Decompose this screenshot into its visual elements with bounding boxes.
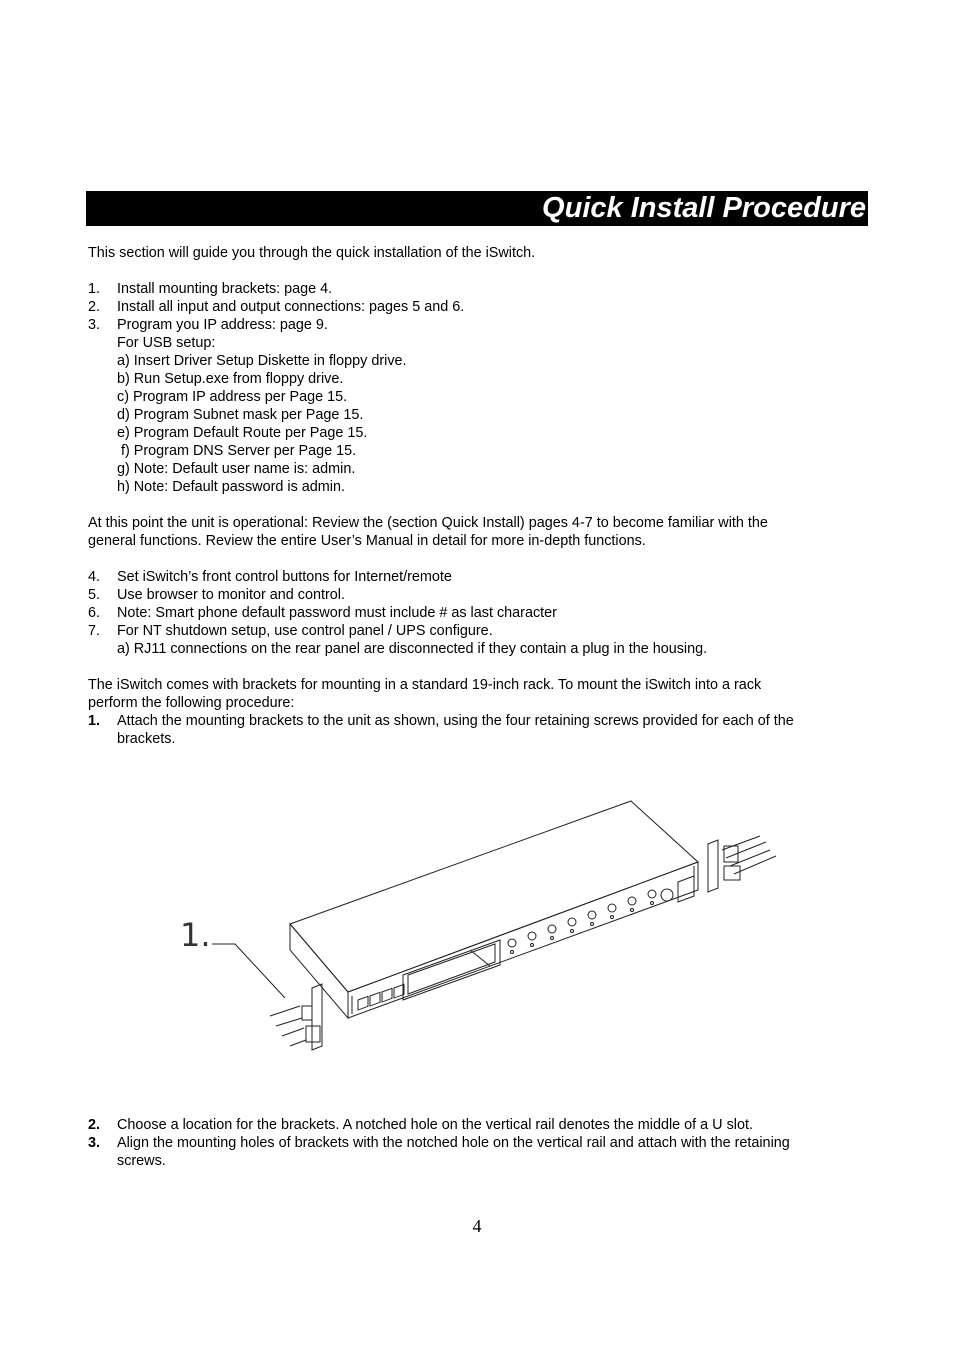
usb-setup-line: h) Note: Default password is admin. [117, 479, 345, 495]
step-number: 4. [88, 569, 101, 585]
control-buttons [508, 890, 656, 954]
step-text: Set iSwitch’s front control buttons for Internet/remote [117, 569, 452, 585]
mount-step-text: brackets. [117, 731, 176, 747]
step-number: 3. [88, 317, 101, 333]
step-text: Use browser to monitor and control. [117, 587, 345, 603]
page-number: 4 [472, 1216, 482, 1236]
right-bracket [708, 840, 718, 892]
rack-text-line: The iSwitch comes with brackets for mounting in a standard 19-inch rack. To mount the iSwitch into a rack [88, 677, 762, 693]
usb-setup-line: For USB setup: [117, 335, 216, 351]
rj-port [370, 992, 380, 1006]
rack-text-line: perform the following procedure: [88, 695, 295, 711]
left-screws [270, 1006, 306, 1046]
mount-step-number: 3. [88, 1135, 101, 1151]
rj11-note: a) RJ11 connections on the rear panel are disconnected if they contain a plug in the housing. [117, 641, 708, 657]
rj-port [394, 984, 404, 998]
chassis-front [348, 862, 698, 1018]
mount-step-number: 1. [88, 713, 101, 729]
operational-text-line: At this point the unit is operational: Review the (section Quick Install) pages 4-7 to become familiar with the [88, 515, 768, 531]
usb-setup-line: g) Note: Default user name is: admin. [117, 461, 356, 477]
step-number: 6. [88, 605, 101, 621]
step-text: Program you IP address: page 9. [117, 317, 328, 333]
step-number: 5. [88, 587, 101, 603]
leader-line [212, 944, 285, 998]
usb-setup-line: a) Insert Driver Setup Diskette in floppy drive. [117, 353, 407, 369]
usb-setup-line: c) Program IP address per Page 15. [117, 389, 348, 405]
intro-text: This section will guide you through the quick installation of the iSwitch. [88, 245, 536, 261]
left-bracket [312, 984, 322, 1050]
step-text: Note: Smart phone default password must include # as last character [117, 605, 557, 621]
display-window [403, 940, 500, 1000]
chassis-side [290, 924, 348, 1018]
step-number: 2. [88, 299, 101, 315]
step-text: For NT shutdown setup, use control panel / UPS configure. [117, 623, 493, 639]
operational-text-line: general functions. Review the entire User’s Manual in detail for more in-depth functions. [88, 533, 646, 549]
step-text: Install all input and output connections: pages 5 and 6. [117, 299, 465, 315]
power-switch [678, 876, 694, 902]
mount-step-text: Attach the mounting brackets to the unit as shown, using the four retaining screws provided for each of the [117, 713, 794, 729]
rj-port [382, 988, 392, 1002]
usb-setup-line: e) Program Default Route per Page 15. [117, 425, 368, 441]
right-screws [722, 836, 776, 874]
mount-step-text: Align the mounting holes of brackets with the notched hole on the vertical rail and attach with the retaining [117, 1135, 790, 1151]
section-title-bar [86, 191, 868, 226]
mount-step-number: 2. [88, 1117, 101, 1133]
usb-setup-line: b) Run Setup.exe from floppy drive. [117, 371, 344, 387]
figure-label: 1. [180, 916, 211, 954]
step-text: Install mounting brackets: page 4. [117, 281, 333, 297]
step-number: 1. [88, 281, 101, 297]
rj-port [358, 996, 368, 1010]
mount-step-text: Choose a location for the brackets. A notched hole on the vertical rail denotes the middle of a U slot. [117, 1117, 753, 1133]
usb-setup-line: d) Program Subnet mask per Page 15. [117, 407, 364, 423]
chassis-top [290, 801, 698, 992]
mount-step-text: screws. [117, 1153, 166, 1169]
usb-setup-line: f) Program DNS Server per Page 15. [117, 443, 357, 459]
page-title: Quick Install Procedure [542, 192, 866, 224]
step-number: 7. [88, 623, 101, 639]
knob [661, 889, 673, 901]
